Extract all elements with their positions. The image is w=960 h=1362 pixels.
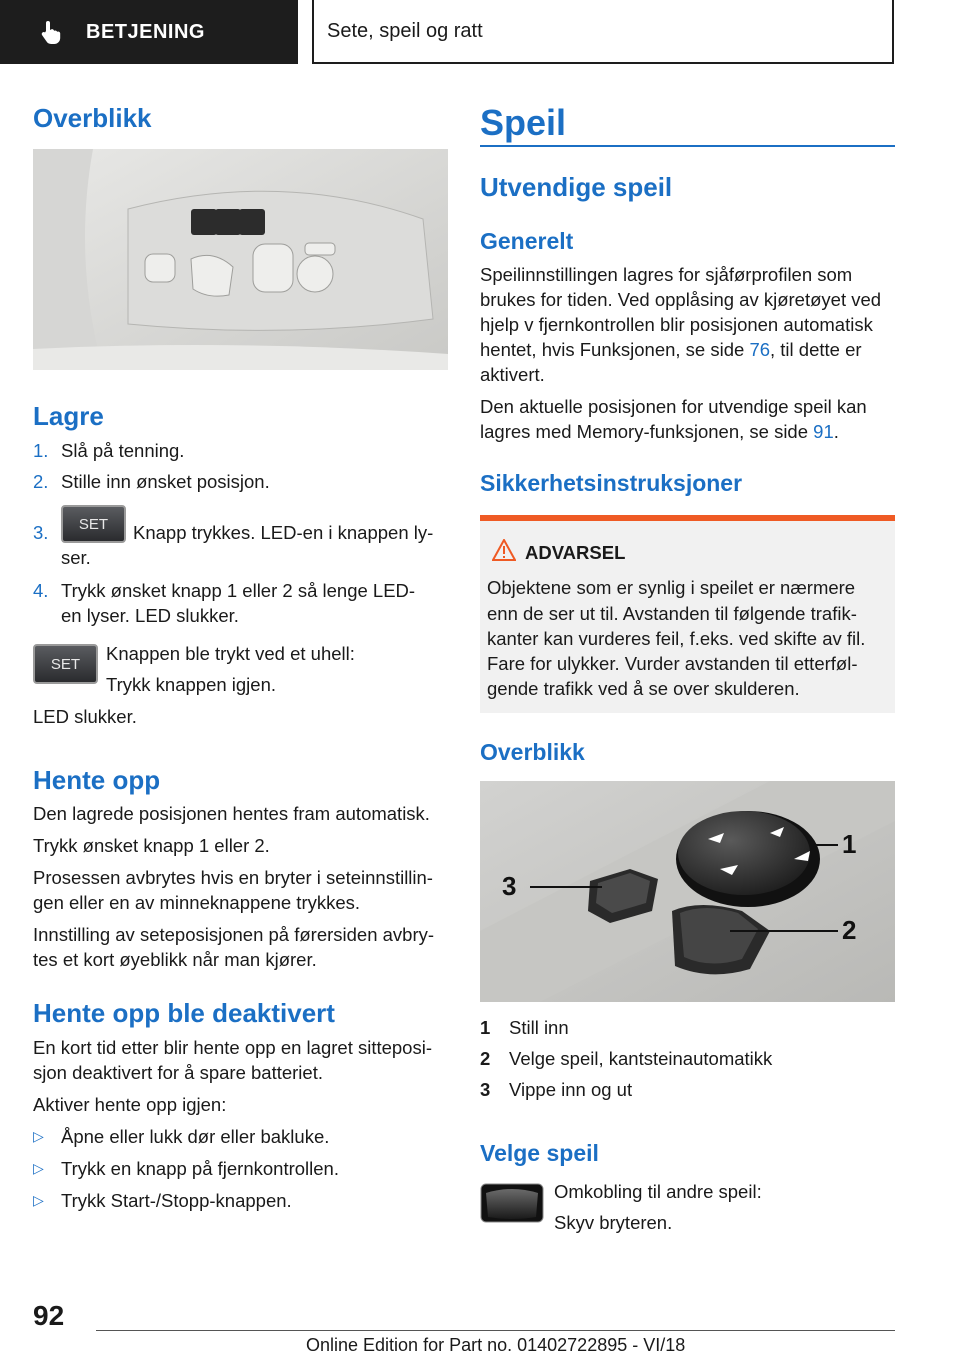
generelt-heading: Generelt [480,228,574,254]
led-off-text: LED slukker. [33,706,137,727]
seat-controls-photo [33,149,448,370]
set-button-icon: SET [61,505,126,543]
paragraph: Omkobling til andre speil: [554,1181,762,1202]
paragraph: aktivert. [480,364,545,385]
step-number: 3. [33,522,49,543]
warning-text: enn de ser ut til. Avstanden til følgende trafik- [487,603,857,624]
bullet-list [33,1124,339,1213]
hand-pointer-icon [38,19,64,45]
list-item [33,438,270,463]
callout-1: 1 [842,829,857,859]
paragraph: Skyv bryteren. [554,1212,673,1233]
text: lagres med Memory-funksjonen, se side [480,421,814,442]
legend-text: Still inn [509,1017,569,1038]
page-link[interactable]: 76 [749,339,771,360]
mirror-switch-icon [480,1183,544,1223]
text: hentet, hvis Funksjonen, se side [480,339,750,360]
legend-key: 2 [480,1048,491,1069]
deaktivert-heading: Hente opp ble deaktivert [33,998,335,1028]
warning-triangle-icon [492,539,516,561]
heading-rule [480,145,895,147]
footer-edition: Online Edition for Part no. 01402722895 - VI/18 [306,1335,686,1355]
lagre-heading: Lagre [33,401,104,431]
paragraph: gen eller en av minneknappene trykkes. [33,892,361,913]
sikkerhet-heading: Sikkerhetsinstruksjoner [480,470,743,496]
list-item [33,1124,339,1149]
mirror-controls-photo [480,781,895,1002]
callout-2: 2 [842,915,857,945]
paragraph [480,337,862,362]
list-item [480,1043,772,1074]
legend-key: 3 [480,1079,491,1100]
warning-text: kanter kan vurderes feil, f.eks. ved skifte av fil. [487,628,866,649]
lagre-steps [33,438,270,494]
bullet-text: Åpne eller lukk dør eller bakluke. [61,1126,330,1147]
page-number: 92 [33,1300,65,1331]
set-button-icon: SET [33,644,98,684]
step-text-cont: ser. [61,547,91,568]
list-item [480,1012,772,1043]
warning-title: ADVARSEL [525,542,626,563]
bullet-text: Trykk Start-/Stopp-knappen. [61,1190,292,1211]
warning-text: Fare for ulykker. Vurder avstanden til etterføl- [487,653,858,674]
text: . [833,421,839,442]
step-text: Slå på tenning. [61,440,185,461]
step-text-cont: en lyser. LED slukker. [61,605,239,626]
paragraph: tes et kort øyeblikk når man kjører. [33,949,317,970]
paragraph: hjelp v fjernkontrollen blir posisjonen automatisk [480,314,873,335]
paragraph: Trykk ønsket knapp 1 eller 2. [33,835,270,856]
list-item [33,469,270,494]
paragraph [480,419,839,444]
paragraph: Speilinnstillingen lagres for sjåførprofilen som [480,264,853,285]
step-number: 4. [33,580,49,601]
warning-text: gende trafikk ved å se over skulderen. [487,678,800,699]
overblikk-heading: Overblikk [33,103,152,133]
list-item [33,1188,339,1213]
text: , til dette er [770,339,862,360]
overblikk-speil-heading: Overblikk [480,739,585,765]
warning-text: Objektene som er synlig i speilet er nærmere [487,577,856,598]
callout-3: 3 [502,871,517,901]
legend-key: 1 [480,1017,491,1038]
speil-heading: Speil [480,102,567,143]
velge-speil-heading: Velge speil [480,1140,599,1166]
note-text: Trykk knappen igjen. [106,674,277,695]
triangle-bullet-icon: ▷ [33,1192,44,1208]
section-label: BETJENING [86,20,205,43]
paragraph: brukes for tiden. Ved opplåsing av kjøretøyet ved [480,289,882,310]
note-text: Knappen ble trykt ved et uhell: [106,643,355,664]
chapter-title: Sete, speil og ratt [312,0,894,64]
legend-text: Vippe inn og ut [509,1079,633,1100]
warning-box [480,515,895,713]
paragraph: Den aktuelle posisjonen for utvendige speil kan [480,396,867,417]
hente-opp-heading: Hente opp [33,765,161,795]
paragraph: Prosessen avbrytes hvis en bryter i seteinnstillin- [33,867,433,888]
step-text: Knapp trykkes. LED-en i knappen ly- [133,522,434,543]
paragraph: sjon deaktivert for å spare batteriet. [33,1062,323,1083]
paragraph: Den lagrede posisjonen hentes fram automatisk. [33,803,430,824]
step-text: Trykk ønsket knapp 1 eller 2 så lenge LED- [61,580,416,601]
triangle-bullet-icon: ▷ [33,1160,44,1176]
step-number: 1. [33,440,49,461]
footer-rule [96,1330,895,1331]
section-tab[interactable] [0,0,298,64]
paragraph: Aktiver hente opp igjen: [33,1094,227,1115]
paragraph: En kort tid etter blir hente opp en lagret sitteposi- [33,1037,432,1058]
legend-list [480,1012,772,1105]
triangle-bullet-icon: ▷ [33,1128,44,1144]
legend-text: Velge speil, kantsteinautomatikk [509,1048,773,1069]
step-number: 2. [33,471,49,492]
list-item [33,1156,339,1181]
page-link[interactable]: 91 [813,421,834,442]
paragraph: Innstilling av seteposisjonen på førersiden avbry- [33,924,435,945]
list-item [480,1074,772,1105]
step-text: Stille inn ønsket posisjon. [61,471,270,492]
utvendige-heading: Utvendige speil [480,172,673,202]
bullet-text: Trykk en knapp på fjernkontrollen. [61,1158,339,1179]
